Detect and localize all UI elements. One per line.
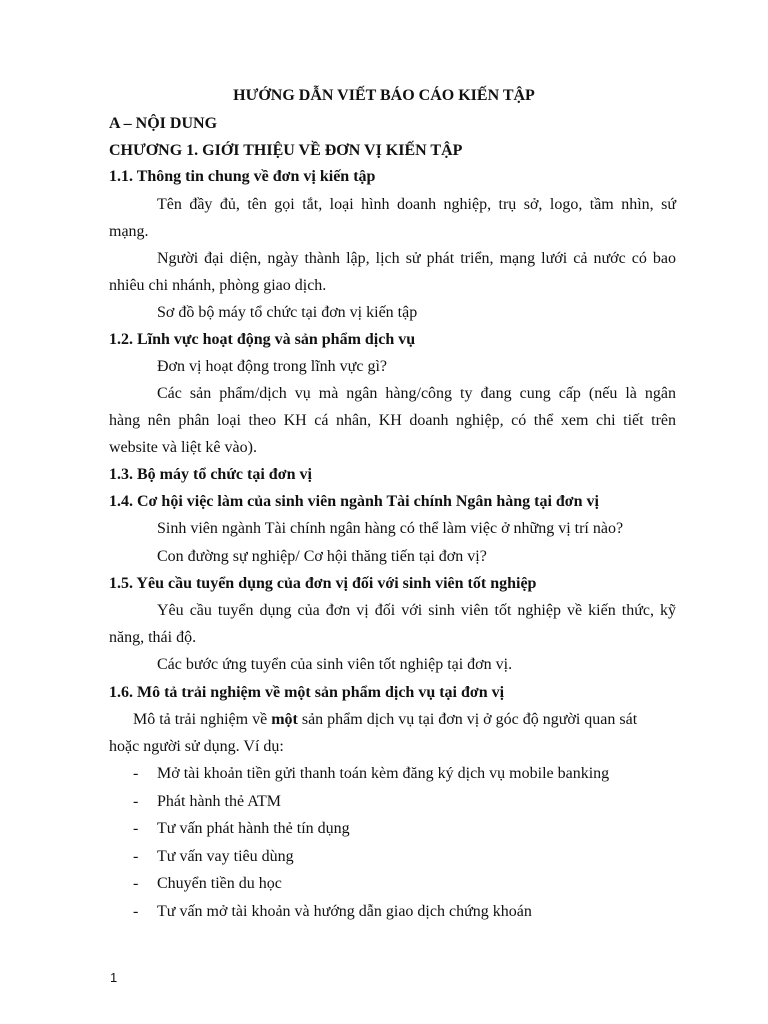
subsection-heading-1-6: 1.6. Mô tả trải nghiệm về một sản phẩm dịch vụ tại đơn vị (109, 684, 505, 701)
paragraph-line: mạng. (109, 223, 149, 240)
paragraph-line: Sơ đồ bộ máy tổ chức tại đơn vị kiến tập (157, 304, 418, 321)
section-heading-a: A – NỘI DUNG (109, 115, 218, 132)
paragraph-line: website và liệt kê vào). (109, 439, 257, 456)
list-item: Tư vấn mở tài khoản và hướng dẫn giao dịch chứng khoán (157, 903, 532, 920)
list-bullet: - (133, 848, 139, 865)
emphasis-text: một (271, 711, 298, 728)
list-bullet: - (133, 875, 139, 892)
page-number: 1 (110, 970, 118, 985)
paragraph-line: Sinh viên ngành Tài chính ngân hàng có thể làm việc ở những vị trí nào? (157, 520, 624, 537)
list-bullet: - (133, 765, 139, 782)
subsection-heading-1-2: 1.2. Lĩnh vực hoạt động và sản phẩm dịch vụ (109, 331, 416, 348)
paragraph-line: năng, thái độ. (109, 629, 197, 646)
paragraph-line: Người đại diện, ngày thành lập, lịch sử phát triển, mạng lưới cả nước có bao (157, 250, 676, 267)
chapter-heading: CHƯƠNG 1. GIỚI THIỆU VỀ ĐƠN VỊ KIẾN TẬP (109, 142, 463, 159)
paragraph-line: Yêu cầu tuyển dụng của đơn vị đối với sinh viên tốt nghiệp về kiến thức, kỹ (157, 602, 676, 619)
subsection-heading-1-1: 1.1. Thông tin chung về đơn vị kiến tập (109, 168, 376, 185)
paragraph-line (133, 710, 676, 730)
paragraph-line: nhiêu chi nhánh, phòng giao dịch. (109, 277, 327, 294)
list-item: Tư vấn vay tiêu dùng (157, 848, 294, 865)
list-bullet: - (133, 820, 139, 837)
document-title: HƯỚNG DẪN VIẾT BÁO CÁO KIẾN TẬP (233, 87, 535, 104)
paragraph-line: Đơn vị hoạt động trong lĩnh vực gì? (157, 358, 387, 375)
list-bullet: - (133, 903, 139, 920)
paragraph-line: Các bước ứng tuyển của sinh viên tốt nghiệp tại đơn vị. (157, 656, 513, 673)
paragraph-text: Mô tả trải nghiệm về (133, 711, 272, 728)
paragraph-text: sản phẩm dịch vụ tại đơn vị ở góc độ người quan sát (297, 711, 638, 728)
subsection-heading-1-3: 1.3. Bộ máy tổ chức tại đơn vị (109, 466, 312, 483)
list-item: Chuyển tiền du học (157, 875, 282, 892)
paragraph-line: Tên đầy đủ, tên gọi tắt, loại hình doanh nghiệp, trụ sở, logo, tầm nhìn, sứ (157, 196, 676, 213)
subsection-heading-1-4: 1.4. Cơ hội việc làm của sinh viên ngành Tài chính Ngân hàng tại đơn vị (109, 493, 599, 510)
paragraph-line: Con đường sự nghiệp/ Cơ hội thăng tiến tại đơn vị? (157, 548, 487, 565)
paragraph-line: Các sản phẩm/dịch vụ mà ngân hàng/công ty đang cung cấp (nếu là ngân (157, 385, 676, 402)
list-item: Phát hành thẻ ATM (157, 793, 281, 810)
list-bullet: - (133, 793, 139, 810)
subsection-heading-1-5: 1.5. Yêu cầu tuyển dụng của đơn vị đối với sinh viên tốt nghiệp (109, 575, 537, 592)
list-item: Mở tài khoản tiền gửi thanh toán kèm đăng ký dịch vụ mobile banking (157, 765, 610, 782)
paragraph-line: hoặc người sử dụng. Ví dụ: (109, 738, 284, 755)
list-item: Tư vấn phát hành thẻ tín dụng (157, 820, 350, 837)
paragraph-line: hàng nên phân loại theo KH cá nhân, KH doanh nghiệp, có thể xem chi tiết trên (109, 412, 676, 429)
